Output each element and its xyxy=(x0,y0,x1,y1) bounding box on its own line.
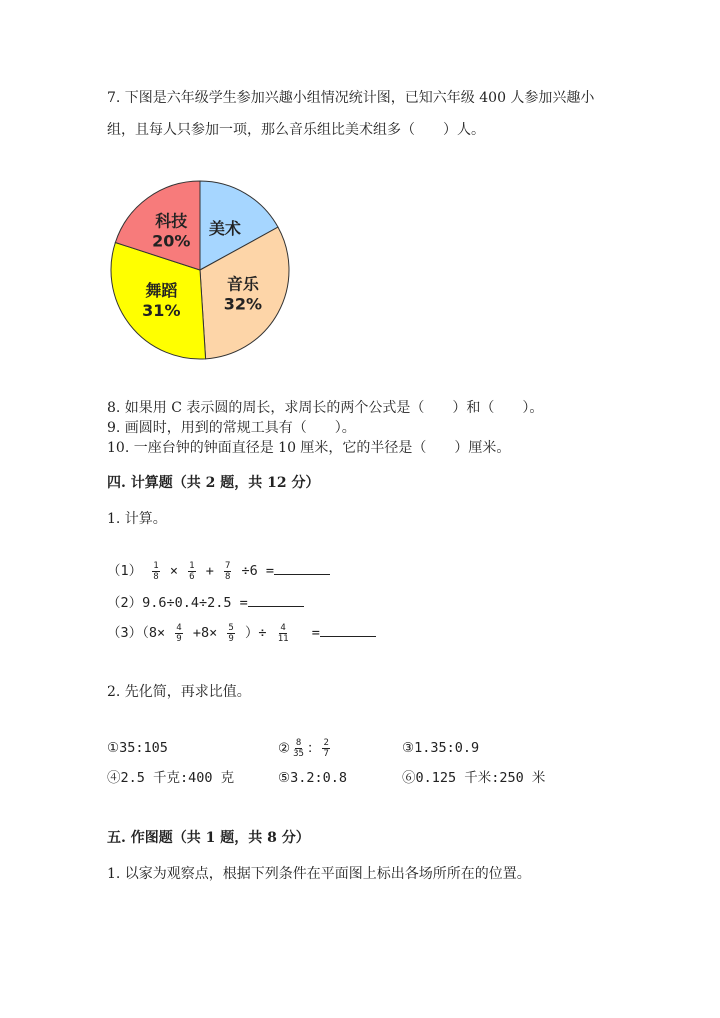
calc2 xyxy=(107,592,304,613)
ratio-2-sep: ： xyxy=(306,740,321,757)
calc1-op2: + xyxy=(205,563,214,579)
calc3-fraction-2: $\frac{5}{9}$ xyxy=(228,622,234,644)
pie-value-label-2: 31% xyxy=(142,301,181,321)
q9: 9. 画圆时，用到的常规工具有（ ）。 xyxy=(107,420,356,436)
ratio-5: ⑤3.2:0.8 xyxy=(278,770,347,786)
calc2-text: （2）9.6÷0.4÷2.5 = xyxy=(107,595,248,611)
ratio-4: ④2.5 千克:400 克 xyxy=(107,770,235,786)
calc1-tail: ÷6 = xyxy=(241,563,275,579)
section4-sub2: 2. 先化简，再求比值。 xyxy=(107,684,251,700)
q8: 8. 如果用 C 表示圆的周长，求周长的两个公式是（ ）和（ ）。 xyxy=(107,400,544,416)
answer-blank[interactable] xyxy=(274,560,330,575)
pie-label-1: 音乐 xyxy=(226,274,259,294)
pie-value-label-1: 32% xyxy=(223,294,263,314)
q7-line1: 7. 下图是六年级学生参加兴趣小组情况统计图，已知六年级 400 人参加兴趣小 xyxy=(107,90,595,106)
pie-value-label-3: 20% xyxy=(152,231,191,251)
ratio-6: ⑥0.125 千米:250 米 xyxy=(402,770,546,786)
calc1-prefix: （1） xyxy=(107,563,143,579)
calc1-op1: × xyxy=(169,563,178,579)
section4-sub1: 1. 计算。 xyxy=(107,511,167,527)
calc3-fraction-1: $\frac{4}{9}$ xyxy=(176,622,182,644)
calc1-fraction-1: $\frac{1}{8}$ xyxy=(153,560,159,582)
section5-title: 五. 作图题（共 1 题，共 8 分） xyxy=(107,830,310,846)
calc1-fraction-3: $\frac{7}{8}$ xyxy=(224,560,231,582)
calc3-prefix: （3）（8× xyxy=(107,625,166,641)
calc3-after: ）÷ xyxy=(244,625,267,641)
section5-sub1: 1. 以家为观察点，根据下列条件在平面图上标出各场所所在的位置。 xyxy=(107,866,531,882)
section4-title: 四. 计算题（共 2 题，共 12 分） xyxy=(107,475,320,491)
ratio-2-fraction-2: $\frac{2}{7}$ xyxy=(323,738,329,759)
answer-blank[interactable] xyxy=(248,592,304,607)
pie-chart xyxy=(100,170,300,370)
calc1-fraction-2: $\frac{1}{6}$ xyxy=(189,560,195,582)
ratio-3: ③1.35:0.9 xyxy=(402,740,480,756)
calc3-tail: = xyxy=(311,625,320,641)
calc3-fraction-3: $\frac{4}{11}$ xyxy=(277,622,289,644)
ratio-2-prefix: ② xyxy=(278,740,291,757)
ratio-2 xyxy=(278,738,332,759)
answer-blank[interactable] xyxy=(320,622,376,637)
calc3 xyxy=(107,622,376,644)
ratio-2-fraction-1: $\frac{8}{35}$ xyxy=(293,738,304,759)
pie-label-3: 科技 xyxy=(155,211,188,231)
pie-label-0: 美术 xyxy=(208,218,241,238)
calc1 xyxy=(107,560,330,582)
pie-label-2: 舞蹈 xyxy=(145,281,178,301)
q7-line2: 组，且每人只参加一项，那么音乐组比美术组多（ ）人。 xyxy=(107,122,485,138)
calc3-mid: +8× xyxy=(192,625,218,641)
ratio-1: ①35:105 xyxy=(107,740,168,756)
q10: 10. 一座台钟的钟面直径是 10 厘米，它的半径是（ ）厘米。 xyxy=(107,440,511,456)
